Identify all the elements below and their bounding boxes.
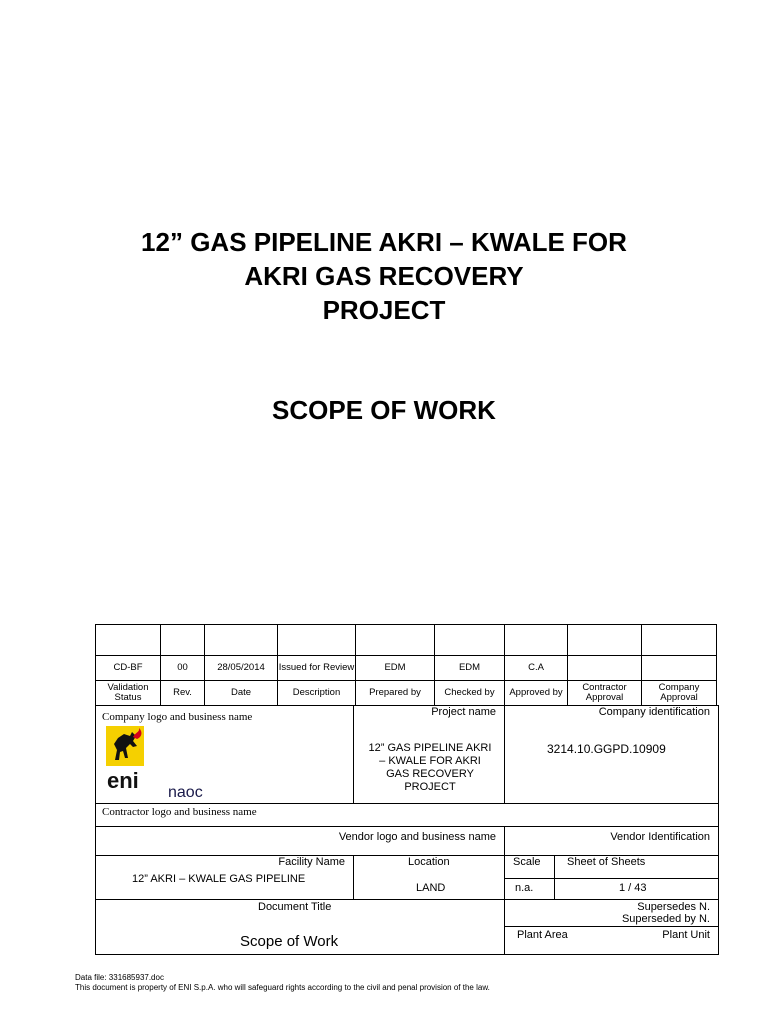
location-label: Location xyxy=(408,856,450,868)
supersedes-label: Supersedes N. xyxy=(637,901,710,913)
description-value: Issued for Review xyxy=(278,656,356,681)
location-value: LAND xyxy=(416,882,446,894)
naoc-logo-text: naoc xyxy=(168,784,203,801)
scale-value-cell xyxy=(504,878,555,900)
facility-name-value: 12” AKRI – KWALE GAS PIPELINE xyxy=(132,873,306,885)
plant-cell xyxy=(504,926,719,955)
validation-status-value: CD-BF xyxy=(96,656,161,681)
scale-label-cell xyxy=(504,855,555,879)
document-title-line1: 12” GAS PIPELINE AKRI – KWALE FOR xyxy=(141,227,627,257)
plant-unit-label: Plant Unit xyxy=(662,929,710,941)
supersedes-cell xyxy=(504,899,719,927)
document-title-cell xyxy=(95,899,505,955)
vendor-identification-cell xyxy=(504,826,719,856)
header-contractor-approval: Contractor Approval xyxy=(568,681,642,706)
approved-by-value: C.A xyxy=(505,656,568,681)
header-checked-by: Checked by xyxy=(435,681,505,706)
header-rev: Rev. xyxy=(161,681,205,706)
data-file-note: Data file: 331685937.doc xyxy=(75,973,164,982)
rev-value: 00 xyxy=(161,656,205,681)
document-title-line3: PROJECT xyxy=(322,295,446,325)
svg-text:eni: eni xyxy=(107,768,139,793)
document-subtitle: SCOPE OF WORK xyxy=(272,395,496,425)
plant-area-label: Plant Area xyxy=(517,929,568,941)
header-date: Date xyxy=(205,681,278,706)
document-title-line2: AKRI GAS RECOVERY xyxy=(244,261,524,291)
vendor-logo-cell xyxy=(95,826,505,856)
vendor-identification-label: Vendor Identification xyxy=(610,831,710,843)
checked-by-value: EDM xyxy=(435,656,505,681)
header-prepared-by: Prepared by xyxy=(356,681,435,706)
sheets-value-cell xyxy=(554,878,719,900)
header-company-approval: Company Approval xyxy=(642,681,717,706)
property-notice: This document is property of ENI S.p.A. who will safeguard rights according to the civil and penal provision of the law. xyxy=(75,983,490,992)
header-description: Description xyxy=(278,681,356,706)
company-identification-label: Company identification xyxy=(598,706,710,718)
company-identification-value: 3214.10.GGPD.10909 xyxy=(547,742,666,756)
revision-empty-row-1 xyxy=(96,625,717,656)
scale-label: Scale xyxy=(513,856,541,868)
sheets-value: 1 / 43 xyxy=(619,882,647,894)
facility-name-label: Facility Name xyxy=(278,856,345,868)
project-name-label: Project name xyxy=(431,706,496,718)
company-logo-label: Company logo and business name xyxy=(102,711,253,723)
revision-table xyxy=(95,624,717,706)
company-approval-value xyxy=(642,656,717,681)
superseded-by-label: Superseded by N. xyxy=(621,913,710,925)
scale-value: n.a. xyxy=(515,882,534,894)
header-validation-status: Validation Status xyxy=(96,681,161,706)
eni-logo-icon xyxy=(106,726,166,798)
contractor-cell xyxy=(95,803,719,827)
facility-name-cell xyxy=(95,855,354,900)
contractor-approval-value xyxy=(568,656,642,681)
header-approved-by: Approved by xyxy=(505,681,568,706)
document-title-value: Scope of Work xyxy=(240,933,339,950)
document-title-label: Document Title xyxy=(258,901,332,913)
revision-header-row xyxy=(96,681,717,706)
company-logo-cell xyxy=(95,705,354,804)
date-value: 28/05/2014 xyxy=(205,656,278,681)
sheets-label: Sheet of Sheets xyxy=(567,856,646,868)
project-name-value: 12” GAS PIPELINE AKRI – KWALE FOR AKRI GAS RECOVERY PROJECT xyxy=(368,742,492,793)
contractor-logo-label: Contractor logo and business name xyxy=(102,806,257,818)
prepared-by-value: EDM xyxy=(356,656,435,681)
project-name-cell xyxy=(353,705,505,804)
company-identification-cell xyxy=(504,705,719,804)
vendor-logo-label: Vendor logo and business name xyxy=(338,831,496,843)
location-cell xyxy=(353,855,505,900)
revision-data-row xyxy=(96,656,717,681)
sheets-label-cell xyxy=(554,855,719,879)
